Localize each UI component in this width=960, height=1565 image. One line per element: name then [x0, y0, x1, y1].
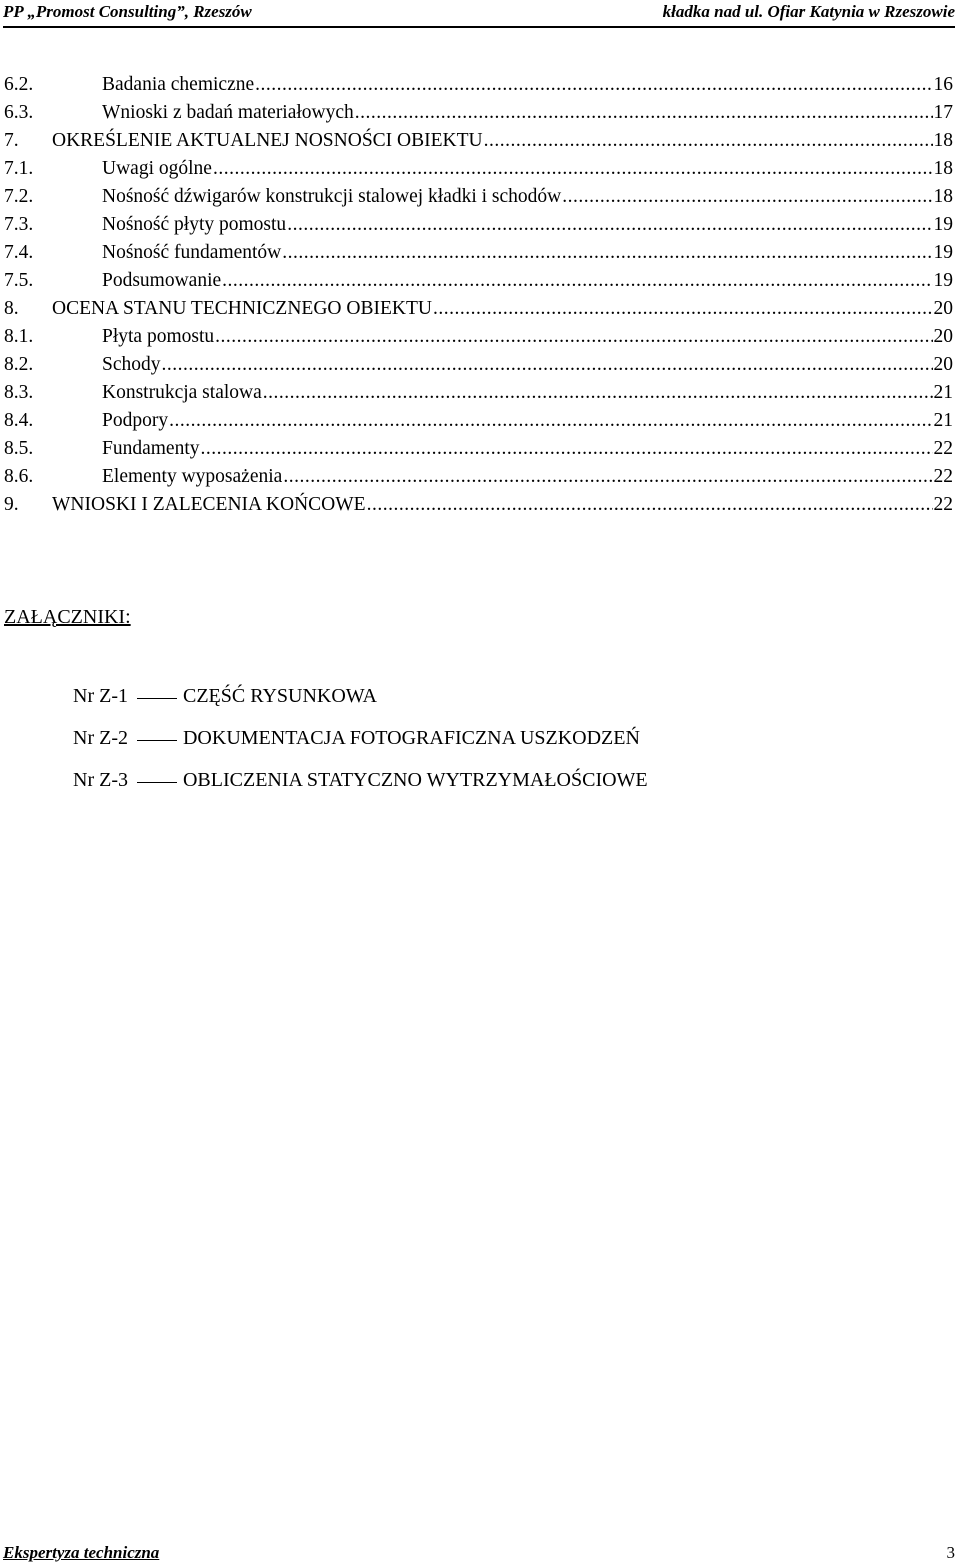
dash-separator [137, 698, 177, 699]
toc-entry-title: Płyta pomostu [102, 326, 215, 347]
toc-dot-leader [282, 239, 932, 267]
toc-entry-number: 7.1. [4, 158, 34, 179]
toc-dot-leader [283, 463, 932, 491]
toc-entry[interactable] [4, 463, 953, 491]
toc-entry-number: 6.2. [4, 74, 34, 95]
toc-dot-leader [213, 155, 933, 183]
toc-entry[interactable] [4, 211, 953, 239]
toc-entry[interactable] [4, 183, 953, 211]
toc-entry-number: 8.3. [4, 382, 34, 403]
table-of-contents [4, 71, 953, 519]
page-footer [3, 1541, 955, 1565]
toc-entry-page: 22 [933, 466, 953, 487]
page-number: 3 [946, 1543, 955, 1562]
toc-entry-title: Podsumowanie [102, 270, 222, 291]
attachment-item [73, 675, 648, 717]
toc-entry-number: 8. [4, 298, 19, 319]
toc-entry-page: 19 [933, 214, 953, 235]
toc-entry-number: 9. [4, 494, 19, 515]
toc-entry-title: Wnioski z badań materiałowych [102, 102, 354, 123]
toc-entry-page: 20 [933, 326, 953, 347]
header-project: kładka nad ul. Ofiar Katynia w Rzeszowie [662, 2, 955, 21]
attachment-label: DOKUMENTACJA FOTOGRAFICZNA USZKODZEŃ [182, 727, 640, 749]
toc-entry-title: Konstrukcja stalowa [102, 382, 262, 403]
toc-entry[interactable] [4, 351, 953, 379]
footer-document-title: Ekspertyza techniczna [3, 1543, 160, 1562]
toc-entry[interactable] [4, 239, 953, 267]
page-header [3, 0, 955, 28]
toc-dot-leader [255, 71, 932, 99]
attachment-item [73, 717, 648, 759]
toc-entry-title: Nośność fundamentów [102, 242, 282, 263]
toc-entry-number: 7.4. [4, 242, 34, 263]
toc-dot-leader [367, 491, 933, 519]
toc-entry[interactable] [4, 155, 953, 183]
attachment-item [73, 759, 648, 801]
header-company: PP „Promost Consulting”, Rzeszów [3, 2, 252, 21]
toc-entry[interactable] [4, 99, 953, 127]
toc-entry-page: 18 [933, 186, 953, 207]
toc-entry[interactable] [4, 127, 953, 155]
toc-entry-number: 8.2. [4, 354, 34, 375]
toc-entry-number: 8.4. [4, 410, 34, 431]
toc-entry-page: 16 [933, 74, 953, 95]
toc-entry[interactable] [4, 491, 953, 519]
toc-entry-number: 7.5. [4, 270, 34, 291]
toc-entry-title: Schody [102, 354, 161, 375]
toc-entry[interactable] [4, 71, 953, 99]
toc-entry-title: Nośność płyty pomostu [102, 214, 287, 235]
toc-dot-leader [287, 211, 932, 239]
toc-dot-leader [355, 99, 933, 127]
toc-entry[interactable] [4, 407, 953, 435]
attachments-list [73, 675, 648, 801]
attachments-title: ZAŁĄCZNIKI: [4, 606, 131, 628]
toc-entry-title: OKREŚLENIE AKTUALNEJ NOSNOŚCI OBIEKTU [52, 130, 483, 151]
toc-entry-number: 6.3. [4, 102, 34, 123]
dash-separator [137, 740, 177, 741]
attachment-label: OBLICZENIA STATYCZNO WYTRZYMAŁOŚCIOWE [182, 769, 648, 791]
toc-dot-leader [562, 183, 932, 211]
toc-dot-leader [169, 407, 932, 435]
attachment-code: Nr Z-2 [73, 727, 128, 749]
toc-dot-leader [215, 323, 932, 351]
toc-entry-number: 8.6. [4, 466, 34, 487]
toc-entry[interactable] [4, 323, 953, 351]
attachment-label: CZĘŚĆ RYSUNKOWA [182, 685, 377, 707]
toc-entry-page: 20 [933, 298, 953, 319]
toc-entry-page: 21 [933, 410, 953, 431]
toc-entry-page: 17 [933, 102, 953, 123]
toc-entry-title: OCENA STANU TECHNICZNEGO OBIEKTU [52, 298, 432, 319]
toc-entry-page: 22 [933, 494, 953, 515]
toc-entry-number: 7.3. [4, 214, 34, 235]
toc-dot-leader [162, 351, 933, 379]
toc-dot-leader [433, 295, 933, 323]
attachment-code: Nr Z-3 [73, 769, 128, 791]
toc-entry-page: 18 [933, 130, 953, 151]
toc-entry-title: WNIOSKI I ZALECENIA KOŃCOWE [52, 494, 366, 515]
toc-dot-leader [222, 267, 932, 295]
toc-entry-page: 18 [933, 158, 953, 179]
toc-entry-number: 7. [4, 130, 19, 151]
toc-entry[interactable] [4, 435, 953, 463]
toc-entry-number: 8.1. [4, 326, 34, 347]
toc-entry-number: 7.2. [4, 186, 34, 207]
attachment-code: Nr Z-1 [73, 685, 128, 707]
toc-entry-title: Uwagi ogólne [102, 158, 212, 179]
toc-entry-title: Podpory [102, 410, 169, 431]
toc-entry[interactable] [4, 295, 953, 323]
toc-entry-number: 8.5. [4, 438, 34, 459]
toc-entry-page: 21 [933, 382, 953, 403]
toc-entry-title: Fundamenty [102, 438, 200, 459]
dash-separator [137, 782, 177, 783]
toc-entry-page: 19 [933, 270, 953, 291]
toc-entry-page: 22 [933, 438, 953, 459]
toc-entry-title: Elementy wyposażenia [102, 466, 283, 487]
toc-dot-leader [201, 435, 933, 463]
toc-entry-page: 20 [933, 354, 953, 375]
toc-entry-title: Nośność dźwigarów konstrukcji stalowej kładki i schodów [102, 186, 562, 207]
toc-entry-title: Badania chemiczne [102, 74, 255, 95]
toc-entry[interactable] [4, 267, 953, 295]
toc-entry[interactable] [4, 379, 953, 407]
toc-dot-leader [263, 379, 933, 407]
toc-dot-leader [484, 127, 933, 155]
toc-entry-page: 19 [933, 242, 953, 263]
